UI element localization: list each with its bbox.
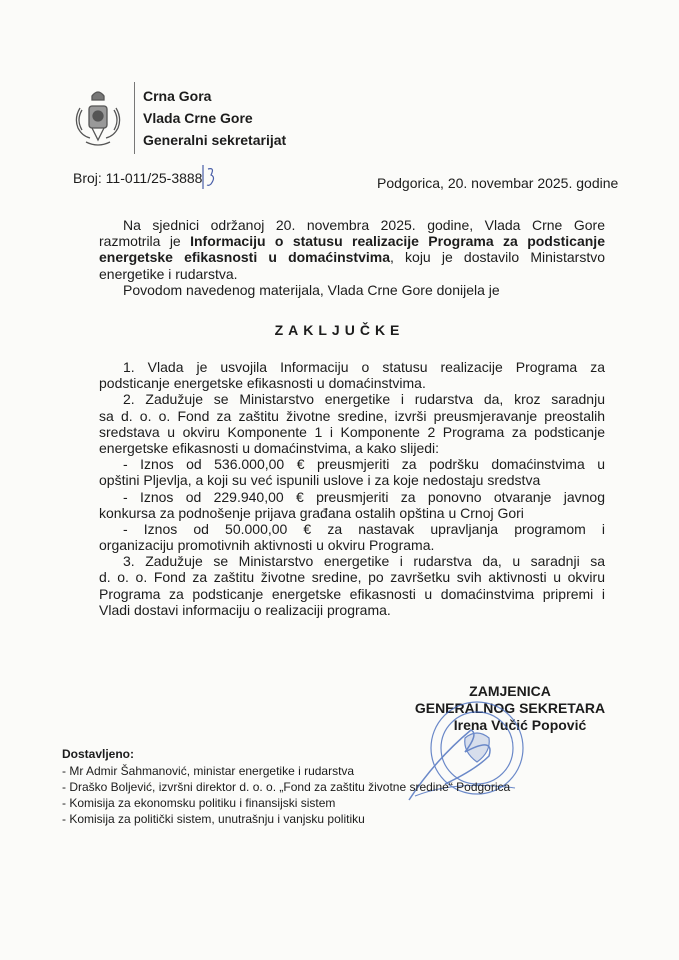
conclusion-line: d. o. o. Fond za zaštitu životne sredine, po završetku svih aktivnosti u okviru	[99, 569, 605, 586]
conclusion-line: konkursa za podnošenje prijava građana ostalih opština u Crnoj Gori	[99, 504, 524, 521]
distribution-item: - Draško Boljević, izvršni direktor d. o. o. „Fond za zaštitu životne sredine“ Podgorica	[62, 780, 511, 794]
intro-line: Povodom navedenog materijala, Vlada Crne Gore donijela je	[123, 281, 500, 298]
signature-title-2: GENERALNOG SEKRETARA	[414, 700, 606, 716]
conclusion-line: 3. Zadužuje se Ministarstvo energetike i rudarstva da, u saradnji sa	[123, 553, 605, 570]
conclusion-line: 1. Vlada je usvojila Informaciju o statusu realizacije Programa za	[123, 359, 605, 375]
letterhead-divider	[134, 82, 135, 154]
conclusion-line: - Iznos od 229.940,00 € preusmjeriti za ponovno otvaranje javnog	[123, 488, 605, 505]
intro-line: Na sjednici održanoj 20. novembra 2025. godine, Vlada Crne Gore	[123, 217, 605, 233]
conclusion-line: opštini Pljevlja, a koji su već ispunili uslove i za koje nedostaju sredstva	[99, 472, 541, 489]
coat-of-arms-icon	[72, 88, 124, 150]
signature-title-1: ZAMJENICA	[469, 683, 551, 699]
conclusion-line: - Iznos od 536.000,00 € preusmjeriti za podršku domaćinstvima u	[123, 456, 605, 473]
conclusion-line: podsticanje energetske efikasnosti u domaćinstvima.	[99, 375, 426, 392]
conclusion-line: Vladi dostavi informaciju o realizaciji programa.	[99, 601, 391, 618]
conclusion-line: energetske efikasnosti u domaćinstvima, a kako slijedi:	[99, 439, 440, 456]
conclusion-line: 2. Zadužuje se Ministarstvo energetike i rudarstva da, kroz saradnju	[123, 391, 605, 408]
document-date: Podgorica, 20. novembar 2025. godine	[377, 175, 619, 191]
distribution-heading: Dostavljeno:	[62, 747, 135, 761]
conclusion-line: Programa za podsticanje energetske efikasnosti u domaćinstvima pripremi i	[99, 585, 605, 602]
letterhead-secretariat: Generalni sekretarijat	[143, 132, 287, 148]
conclusions-list	[99, 359, 605, 618]
distribution-item: - Komisija za politički sistem, unutrašnju i vanjsku politiku	[62, 812, 365, 826]
conclusion-line: sa d. o. o. Fond za zaštitu životne sredine, izvrši preusmjeravanje preostalih	[99, 407, 605, 424]
conclusion-line: sredstava u okviru Komponente 1 i Komponente 2 Programa za podsticanje	[99, 423, 605, 440]
letterhead-government: Vlada Crne Gore	[143, 110, 253, 126]
handwritten-mark-icon	[201, 164, 219, 190]
distribution-item: - Mr Admir Šahmanović, ministar energetike i rudarstva	[62, 764, 355, 778]
letterhead-country: Crna Gora	[143, 88, 212, 104]
intro-paragraph	[99, 217, 605, 298]
distribution-item: - Komisija za ekonomsku politiku i finansijski sistem	[62, 796, 336, 810]
conclusion-line: organizaciju promotivnih aktivnosti u okviru Programa.	[99, 537, 435, 554]
conclusion-line: - Iznos od 50.000,00 € za nastavak upravljanja programom i	[123, 520, 605, 537]
intro-line-bold: energetske efikasnosti u domaćinstvima, koju je dostavilo Ministarstvo	[99, 249, 606, 266]
reference-number: Broj: 11-011/25-3888	[73, 170, 203, 186]
signatory-name: Irena Vučić Popović	[453, 717, 587, 733]
section-title: ZAKLJUČKE	[274, 322, 405, 338]
intro-line-bold: razmotrila je Informaciju o statusu realizacije Programa za podsticanje	[99, 233, 605, 250]
official-seal-icon	[405, 700, 533, 812]
intro-line: energetike i rudarstva.	[99, 265, 238, 282]
